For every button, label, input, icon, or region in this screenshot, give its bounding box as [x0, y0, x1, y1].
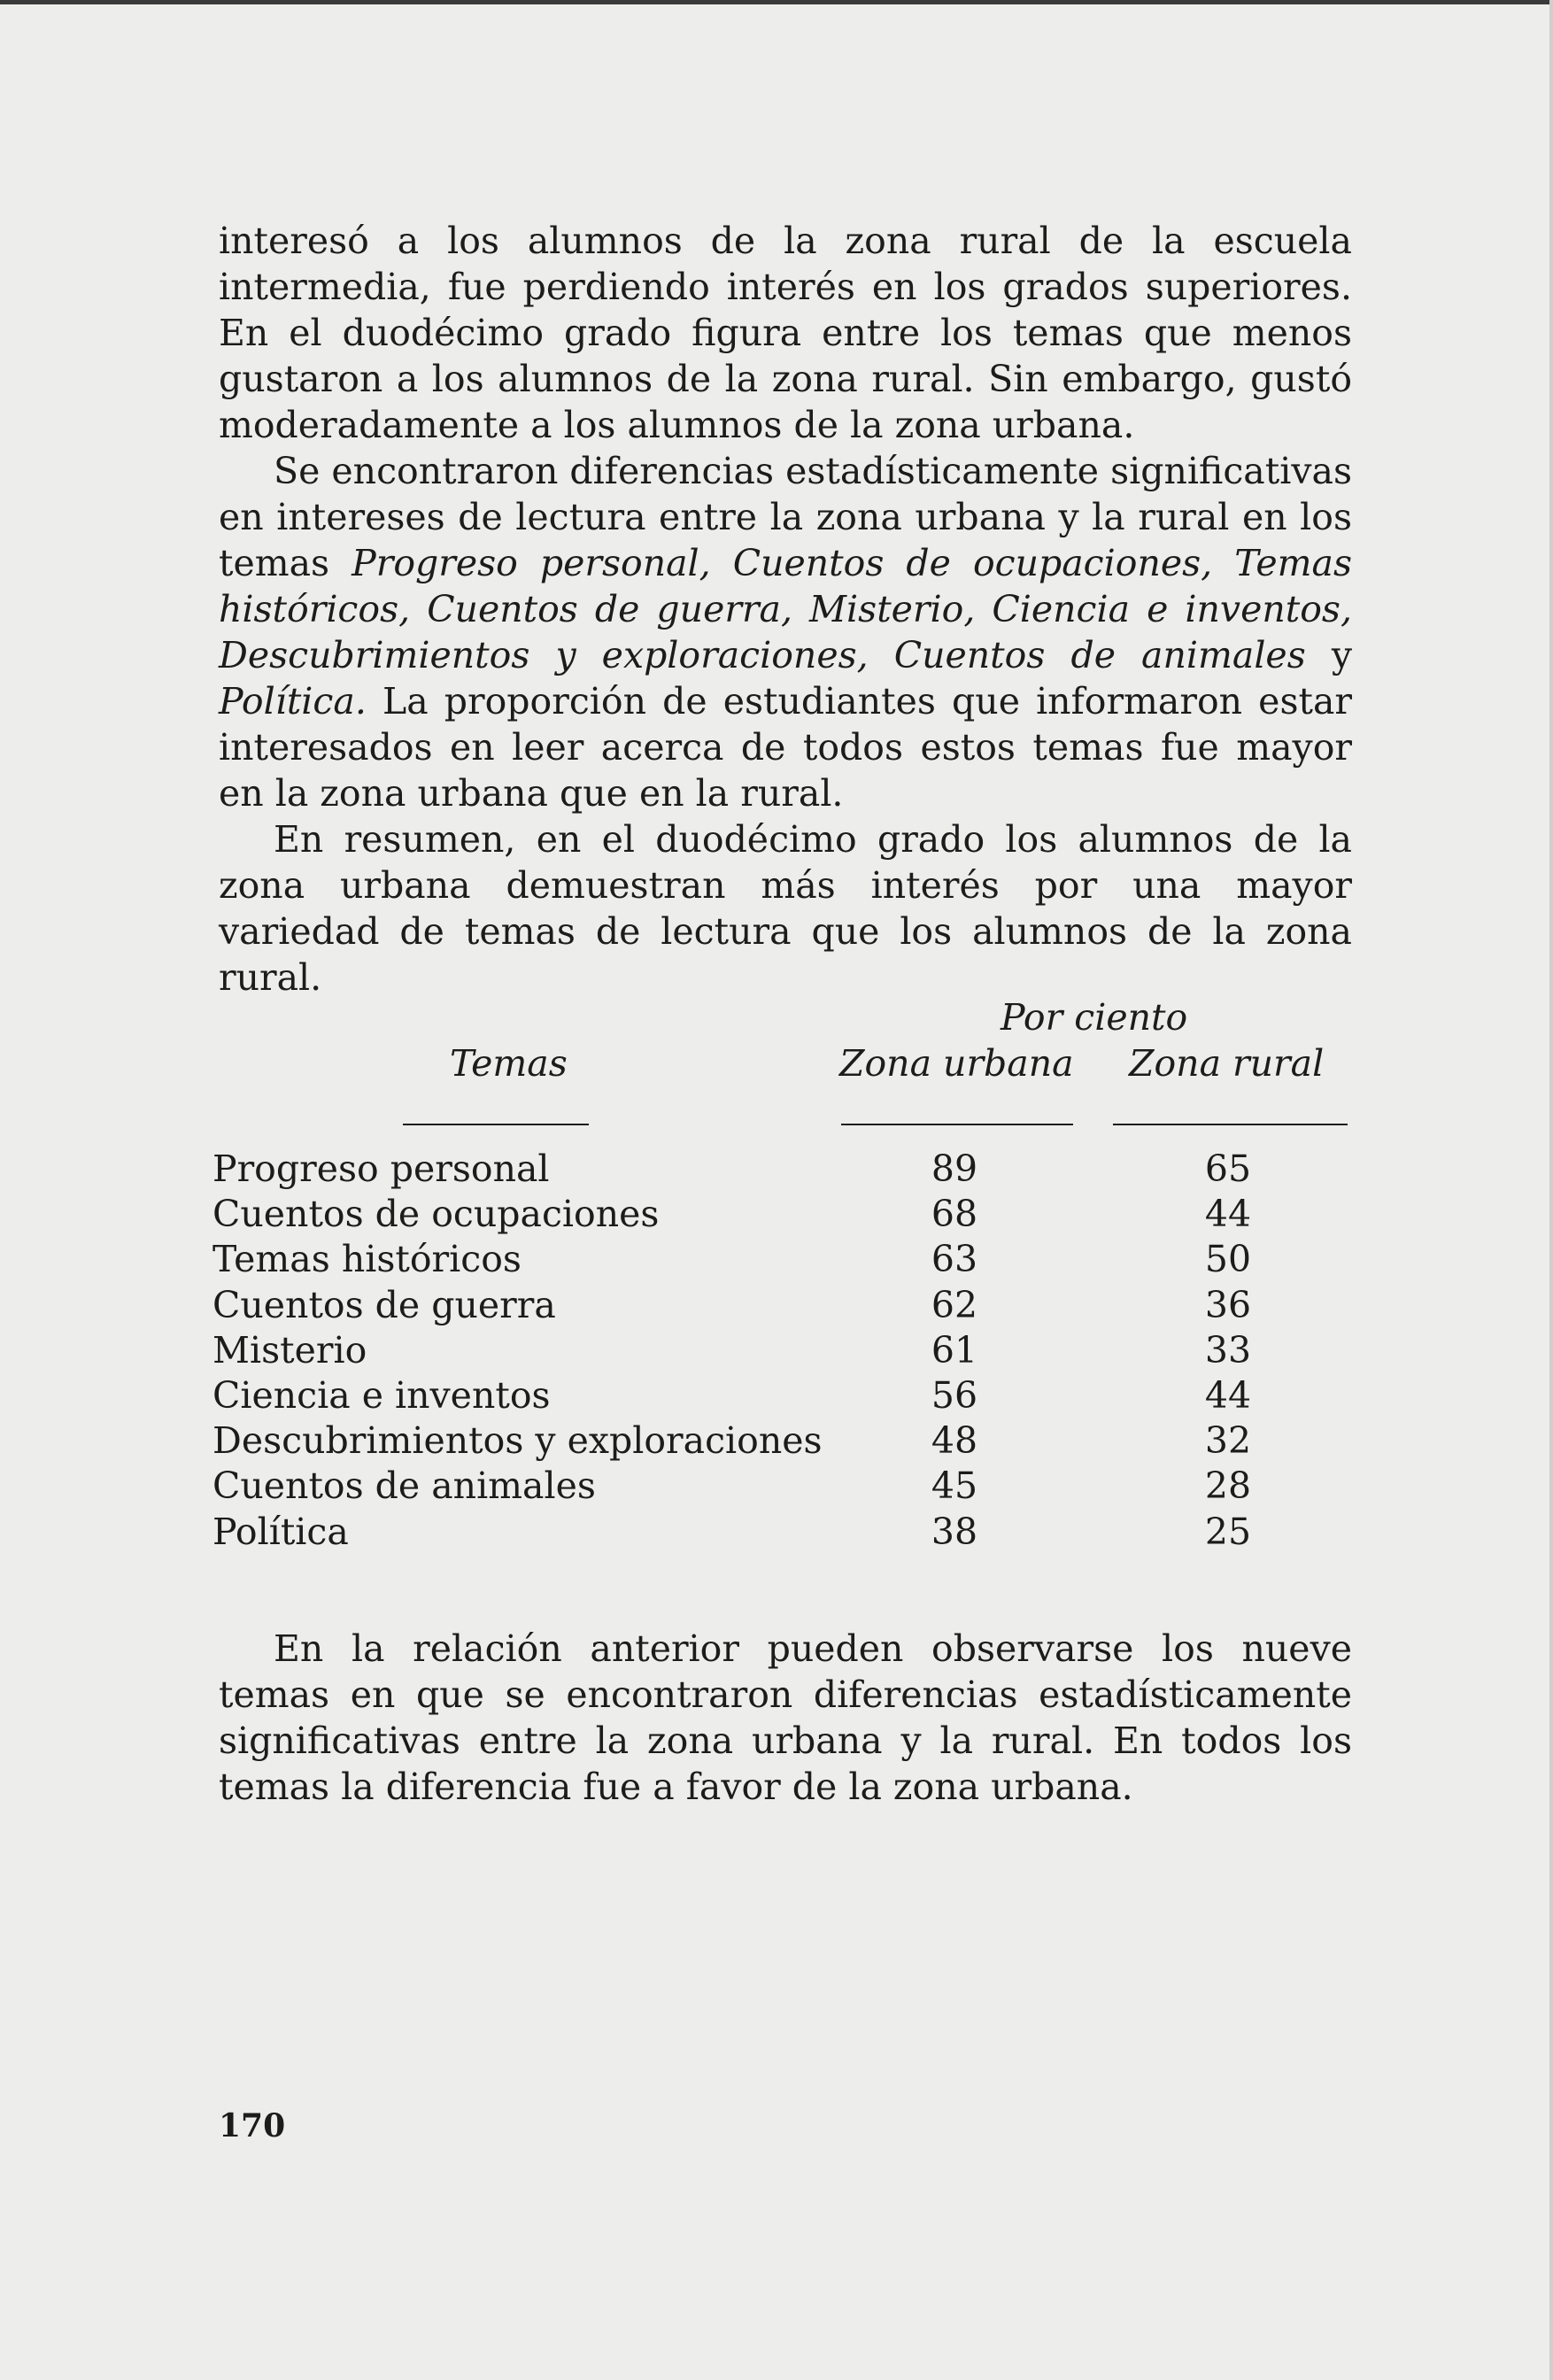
topic-cell: Ciencia e inventos [212, 1374, 551, 1417]
urban-percent-cell: 62 [931, 1283, 978, 1326]
paragraph-2-connector: y [1305, 634, 1352, 676]
rule-zona-urbana [841, 1124, 1073, 1125]
rural-percent-cell: 28 [1204, 1464, 1252, 1508]
table-row [212, 1328, 1364, 1373]
body-text-upper [219, 218, 1352, 1001]
rule-temas [403, 1124, 589, 1125]
table-row [212, 1237, 1364, 1282]
topic-cell: Política [212, 1510, 349, 1553]
page-right-edge [1549, 0, 1553, 2380]
paragraph-summary: En resumen, en el duodécimo grado los alumnos de la zona urbana demuestran más interés por una mayor variedad de temas de lectura que los alumnos de la zona rural. [219, 818, 1352, 999]
topic-cell: Cuentos de guerra [212, 1283, 556, 1326]
urban-percent-cell: 89 [931, 1148, 978, 1190]
paragraph-2-last-topic: Política. [219, 680, 367, 722]
rural-percent-cell: 25 [1204, 1510, 1252, 1553]
topic-cell: Cuentos de animales [212, 1464, 596, 1508]
table-row [212, 1147, 1364, 1192]
urban-percent-cell: 68 [931, 1193, 978, 1236]
header-zona-rural: Zona rural [1129, 1042, 1325, 1085]
rural-percent-cell: 33 [1204, 1328, 1252, 1372]
table-row [212, 1373, 1364, 1418]
urban-percent-cell: 48 [931, 1419, 978, 1463]
header-temas: Temas [450, 1042, 568, 1085]
topic-cell: Temas históricos [212, 1238, 522, 1281]
table-row [212, 1464, 1364, 1509]
header-por-ciento: Por ciento [1001, 996, 1188, 1039]
table-row [212, 1192, 1364, 1237]
rule-zona-rural [1113, 1124, 1348, 1125]
rural-percent-cell: 32 [1204, 1419, 1252, 1463]
paragraph-2-topics: Progreso personal, Cuentos de ocupaciones, Temas históricos, Cuentos de guerra, Misterio, Ciencia e inventos, Descubrimientos y exploraciones, Cuentos de animales [219, 542, 1352, 676]
table-row [212, 1283, 1364, 1328]
urban-percent-cell: 56 [931, 1374, 978, 1417]
table-row [212, 1418, 1364, 1464]
urban-percent-cell: 45 [931, 1464, 978, 1508]
page-number: 170 [219, 2107, 286, 2144]
urban-percent-cell: 61 [931, 1328, 978, 1372]
topic-cell: Descubrimientos y exploraciones [212, 1419, 823, 1463]
urban-percent-cell: 38 [931, 1510, 978, 1553]
topic-cell: Progreso personal [212, 1148, 550, 1190]
paragraph-significant-differences [219, 448, 1352, 816]
topic-cell: Cuentos de ocupaciones [212, 1193, 660, 1236]
rural-percent-cell: 44 [1204, 1374, 1252, 1417]
paragraph-2-rest: La proporción de estudiantes que informaron estar interesados en leer acerca de todos estos temas fue mayor en la zona urbana que en la rural. [219, 680, 1352, 815]
topic-cell: Misterio [212, 1328, 367, 1372]
paragraph-conclusion: En la relación anterior pueden observarse los nueve temas en que se encontraron diferencias estadísticamente significativas entre la zona urbana y la rural. En todos los temas la diferencia fue a favor de la zona urbana. [219, 1627, 1352, 1808]
table-row [212, 1510, 1364, 1555]
paragraph-continuation: interesó a los alumnos de la zona rural de la escuela intermedia, fue perdiendo interés en los grados superiores. En el duodécimo grado figura entre los temas que menos gustaron a los alumnos de la zona rural. Sin embargo, gustó moderadamente a los alumnos de la zona urbana. [219, 220, 1352, 446]
body-text-lower [219, 1626, 1352, 1810]
urban-percent-cell: 63 [931, 1238, 978, 1281]
rural-percent-cell: 65 [1204, 1148, 1252, 1190]
rural-percent-cell: 50 [1204, 1238, 1252, 1281]
rural-percent-cell: 44 [1204, 1193, 1252, 1236]
page-top-edge [0, 0, 1553, 4]
rural-percent-cell: 36 [1204, 1283, 1252, 1326]
header-zona-urbana: Zona urbana [839, 1042, 1074, 1085]
paragraph-2-intro: Se encontraron diferencias estadísticamente significativas en intereses de lectura entre la zona urbana y la rural en los temas [219, 450, 1352, 584]
